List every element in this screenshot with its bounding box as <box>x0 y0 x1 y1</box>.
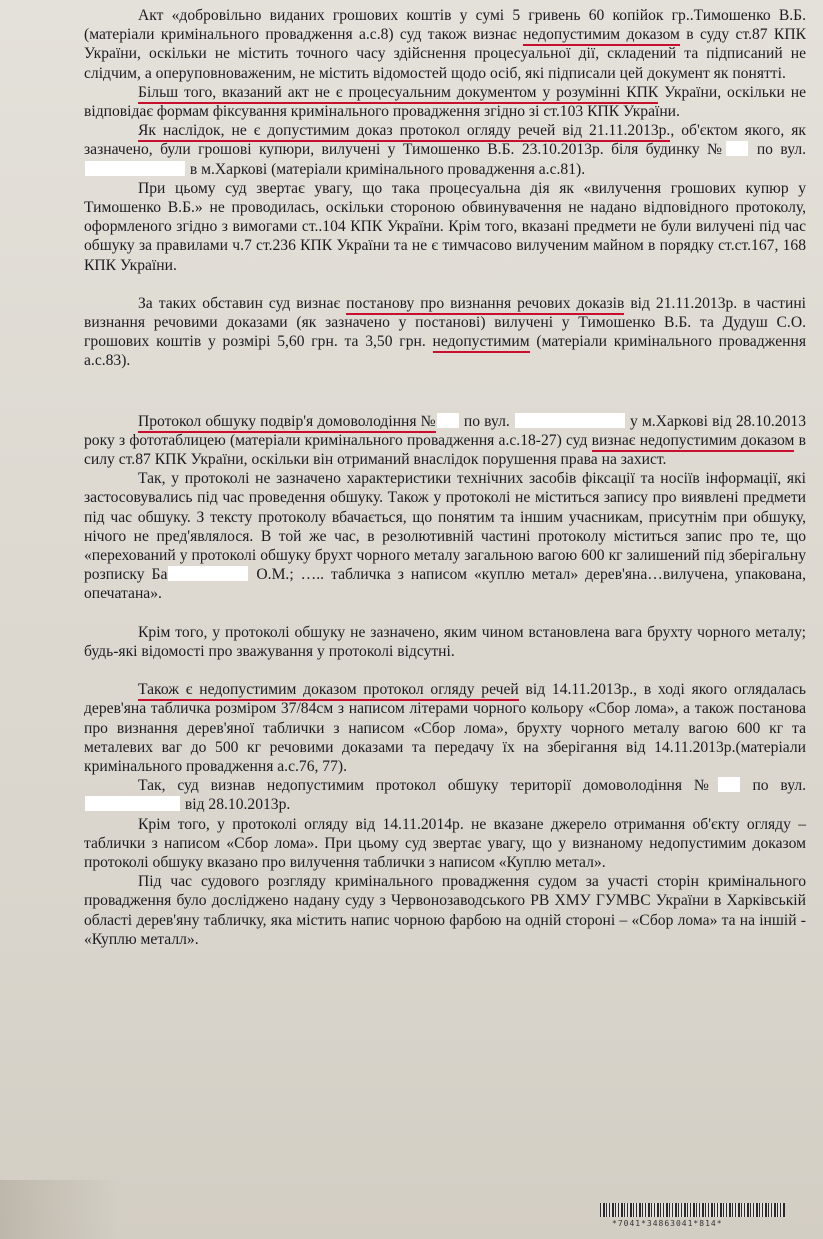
text-run: При цьому суд звертає увагу, що така процесуальна дія як «вилучення грошових купюр у Тимошенко В.Б.» не проводилась, оскільки стороною обвинувачення не надано відповідного протоколу, оформленого згідно з вимогами ст..104 КПК України. Крім того, вказані предмети не були вилучені під час обшуку за правилами ч.7 ст.236 КПК України та не є тимчасово вилученим майном в порядку ст.ст.167, 168 КПК України. <box>84 179 806 274</box>
text-run: в суду ст.87 КПК України, оскільки не містить точного часу здійснення процесуальної дії, складений та підписаний не слідчим, а оперуповноваженим, не містить відомостей щодо осіб, які підписали цей документ як понятті. <box>84 26 806 82</box>
redaction-box <box>85 161 185 176</box>
paragraph <box>84 412 806 470</box>
text-run: по вул. <box>749 141 807 159</box>
text-run: За таких обставин суд визнає <box>138 294 347 312</box>
text-run: , об'єктом якого, як зазначено, були грошові купюри, вилучені у Тимошенко В.Б. 23.10.2013р. біля будинку № <box>84 122 806 159</box>
text-run: від 28.10.2013р. <box>181 796 291 814</box>
paragraph <box>84 294 806 371</box>
underlined-text: постанову про визнання речових доказів <box>346 295 624 315</box>
barcode-number: *7041*34863041*814* <box>612 1219 723 1228</box>
paragraph-spacer <box>84 604 806 623</box>
underlined-text: Також є недопустимим доказом протокол огляду речей <box>138 681 519 701</box>
text-run: Крім того, у протоколі огляду від 14.11.2014р. не вказане джерело отримання об'єкту огляду – таблички з написом «Сбор лома». При цьому суд звертає увагу, що у визнаному недопустимим доказом протоколі обшуку вказано про вилучення таблички з написом «Куплю метал». <box>84 815 806 871</box>
page-edge-shadow <box>0 1180 120 1239</box>
paragraph <box>84 815 806 873</box>
text-run: О.М.; ….. табличка з написом «куплю метал» дерев'яна…вилучена, упакована, опечатана». <box>84 566 807 603</box>
underlined-text: Більш того, вказаний акт не є процесуальним документом у розумінні КПК <box>138 84 658 104</box>
text-run: в м.Харкові (матеріали кримінального провадження а.с.81). <box>186 160 586 178</box>
paragraph-spacer <box>84 661 806 680</box>
text-run: Під час судового розгляду кримінального провадження судом за участі сторін кримінального провадження було досліджено надану суду з Червонозаводського РВ ХМУ ГУМВС України в Харківській області дерев'яну табличку, яка містить напис чорною фарбою на одній стороні – «Сбор лома» та на іншій - «Куплю металл». <box>84 873 806 948</box>
paragraph-spacer <box>84 371 806 412</box>
paragraph <box>84 6 806 83</box>
paragraph <box>84 776 806 814</box>
underlined-text: Протокол обшуку подвір'я домоволодіння № <box>138 413 436 433</box>
paragraph <box>84 623 806 661</box>
redaction-box <box>85 796 180 811</box>
text-run: по вул. <box>740 777 807 795</box>
paragraph <box>84 179 806 275</box>
paragraph <box>84 680 806 776</box>
redaction-box <box>726 141 748 156</box>
text-run: Так, у протоколі не зазначено характеристики технічних засобів фіксації та носіїв інформації, які застосовувались під час проведення обшуку. Також у протоколі не міститься запису про виявлені предмети під час обшуку. З тексту протоколу вбачається, що понятим та іншим учасникам, присутнім при обшуку, нічого не пред'являлося. В той же час, в резолютивній частині протоколу міститься запис про те, що «перехований у протоколі обшуку брухт чорного металу загальною вагою 600 кг залишений під зберігальну розписку Ба <box>84 470 806 584</box>
paragraph <box>84 469 806 603</box>
redaction-box <box>168 566 248 581</box>
document-text <box>84 6 806 949</box>
barcode <box>600 1203 785 1217</box>
paragraph-spacer <box>84 275 806 294</box>
redaction-box <box>718 777 740 792</box>
text-run: (матеріали кримінального провадження а.с.83). <box>84 333 806 370</box>
redaction-box <box>515 413 625 428</box>
text-run: по вул. <box>459 412 514 430</box>
underlined-text: недопустимим доказом <box>523 26 680 46</box>
text-run: в силу ст.87 КПК України, оскільки він отриманий внаслідок порушення права на захист. <box>84 431 807 469</box>
underlined-text: визнає недопустимим доказом <box>592 432 795 452</box>
text-run: Так, суд визнав недопустимим протокол обшуку території домоволодіння № <box>138 777 717 795</box>
text-run: України, оскільки не відповідає формам фіксування кримінального провадження згідно зі ст.103 КПК України. <box>84 83 806 121</box>
text-run: у м.Харкові від 28.10.2013 року з фототаблицею (матеріали кримінального провадження а.с.18-27) суд <box>84 412 806 449</box>
underlined-text: Як наслідок, не є допустимим доказ протокол огляду речей від 21.11.2013р. <box>138 122 670 142</box>
text-run: від 14.11.2013р., в ході якого оглядалась дерев'яна табличка розміром 37/84см з написом літерами чорного кольору «Сбор лома», а також постанова про визнання дерев'яної таблички з написом «Сбор лома», брухту чорного металу вагою 600 кг та металевих ваг до 500 кг речовими доказами та передачу їх на зберігання від 14.11.2013р.(матеріали кримінального провадження а.с.76, 77). <box>84 681 807 775</box>
text-run: від 21.11.2013р. в частині визнання речовими доказами (як зазначено у постанові) вилучені у Тимошенко В.Б. та Дудуш С.О. грошових коштів у розмірі 5,60 грн. та 3,50 грн. <box>84 294 807 351</box>
redaction-box <box>437 413 459 428</box>
underlined-text: недопустимим <box>433 333 530 353</box>
paragraph <box>84 872 806 949</box>
paragraph <box>84 121 806 179</box>
paragraph <box>84 83 806 121</box>
text-run: Крім того, у протоколі обшуку не зазначено, яким чином встановлена вага брухту чорного металу; будь-які відомості про зважування у протоколі відсутні. <box>84 623 806 660</box>
text-run: Акт «добровільно виданих грошових коштів у сумі 5 гривень 60 копійок гр..Тимошенко В.Б. (матеріали кримінального провадження а.с.8) суд також визнає <box>84 7 806 44</box>
